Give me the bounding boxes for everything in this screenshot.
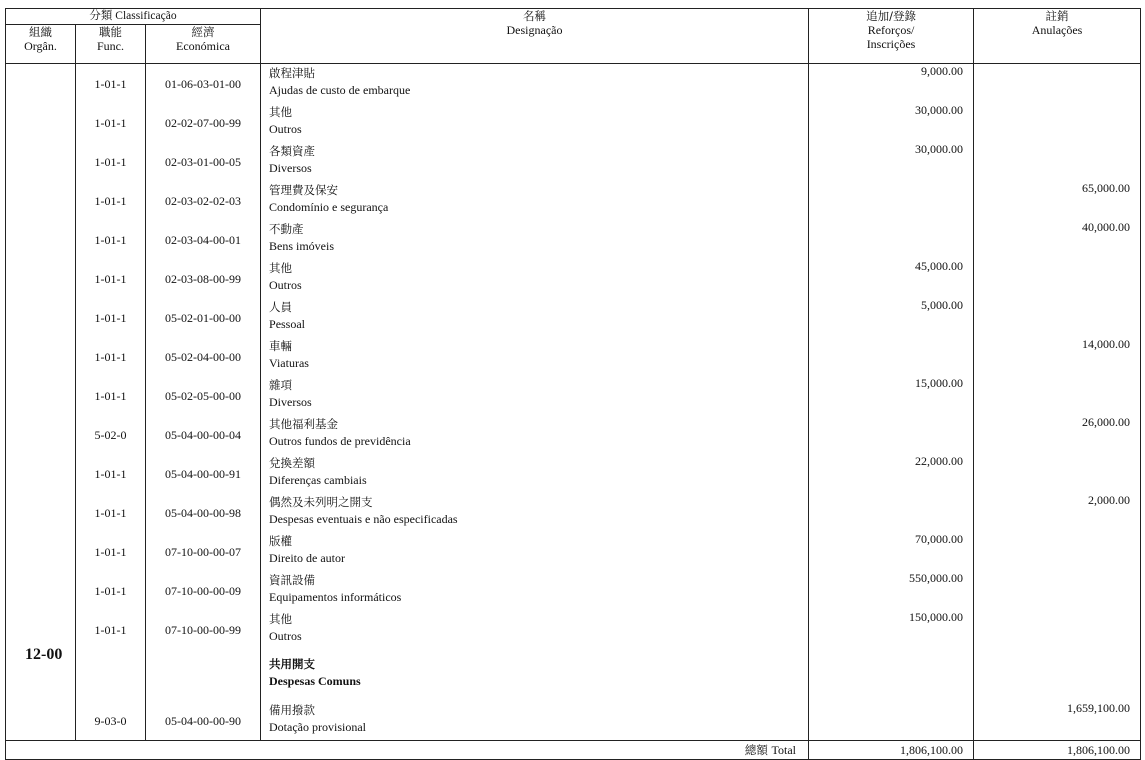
total-reinforcements: 1,806,100.00: [809, 741, 974, 760]
designation-cell: [261, 337, 809, 376]
reinforcements-header: [809, 9, 974, 64]
designation-header: [261, 9, 809, 64]
economic-header-zh: 經濟: [191, 25, 215, 39]
reinforcement-amount: [809, 181, 974, 220]
func-header-pt: Func.: [97, 39, 124, 53]
economic-code: 02-02-07-00-99: [146, 103, 261, 142]
designation-cell: [261, 220, 809, 259]
organ-cell: [6, 64, 76, 741]
designation-cell: [261, 532, 809, 571]
reinforcements-header-pt2: Inscrições: [866, 37, 916, 51]
designation-zh: 版權: [269, 534, 293, 548]
designation-cell: [261, 649, 809, 701]
designation-zh: 啟程津貼: [269, 66, 316, 80]
economic-code: 01-06-03-01-00: [146, 64, 261, 104]
table-row: [6, 298, 1141, 337]
designation-zh: 兌換差額: [269, 456, 316, 470]
cancellation-amount: [974, 142, 1141, 181]
table-row: [6, 181, 1141, 220]
func-code: 1-01-1: [76, 532, 146, 571]
table-row: [6, 376, 1141, 415]
total-label-pt: Total: [771, 743, 797, 757]
cancellation-amount: [974, 610, 1141, 649]
reinforcement-amount: 22,000.00: [809, 454, 974, 493]
func-code: 1-01-1: [76, 142, 146, 181]
reinforcement-amount: 5,000.00: [809, 298, 974, 337]
economic-code: 02-03-01-00-05: [146, 142, 261, 181]
table-row: [6, 337, 1141, 376]
table-row: [6, 415, 1141, 454]
cancellation-amount: [974, 571, 1141, 610]
cancellation-amount: 26,000.00: [974, 415, 1141, 454]
func-code: 5-02-0: [76, 415, 146, 454]
designation-cell: [261, 571, 809, 610]
group-row: [6, 649, 1141, 701]
cancellations-header: [974, 9, 1141, 64]
designation-pt: Outros fundos de previdência: [269, 434, 411, 448]
economic-header: [146, 25, 261, 64]
designation-zh: 其他: [269, 261, 293, 275]
table-row: [6, 64, 1141, 104]
reinforcement-amount: [809, 649, 974, 701]
designation-pt: Outros: [269, 278, 302, 292]
designation-pt: Bens imóveis: [269, 239, 335, 253]
cancellation-amount: 40,000.00: [974, 220, 1141, 259]
designation-pt: Condomínio e segurança: [269, 200, 389, 214]
designation-cell: [261, 493, 809, 532]
table-row: [6, 571, 1141, 610]
designation-cell: [261, 376, 809, 415]
cancellation-amount: 14,000.00: [974, 337, 1141, 376]
designation-pt: Pessoal: [269, 317, 306, 331]
designation-pt: Outros: [269, 629, 302, 643]
cancellation-amount: 1,659,100.00: [974, 701, 1141, 741]
designation-pt: Despesas eventuais e não especificadas: [269, 512, 458, 526]
reinforcement-amount: [809, 493, 974, 532]
economic-code: 05-02-05-00-00: [146, 376, 261, 415]
designation-pt: Dotação provisional: [269, 720, 366, 734]
func-header: [76, 25, 146, 64]
designation-zh: 其他: [269, 105, 293, 119]
table-row: [6, 142, 1141, 181]
economic-code: [146, 649, 261, 701]
reinforcement-amount: 9,000.00: [809, 64, 974, 104]
func-code: 1-01-1: [76, 259, 146, 298]
func-code: 1-01-1: [76, 337, 146, 376]
cancellation-amount: 65,000.00: [974, 181, 1141, 220]
table-row: [6, 454, 1141, 493]
cancellation-amount: [974, 649, 1141, 701]
cancellation-amount: [974, 454, 1141, 493]
economic-code: 07-10-00-00-99: [146, 610, 261, 649]
designation-cell: [261, 103, 809, 142]
func-code: 1-01-1: [76, 493, 146, 532]
organ-header-zh: 組織: [29, 25, 52, 39]
economic-code: 02-03-08-00-99: [146, 259, 261, 298]
designation-pt: Despesas Comuns: [269, 674, 361, 688]
economic-code: 05-04-00-00-90: [146, 701, 261, 741]
reinforcement-amount: [809, 415, 974, 454]
designation-cell: [261, 298, 809, 337]
reinforcement-amount: [809, 220, 974, 259]
budget-table: [5, 8, 1141, 760]
table-row: [6, 220, 1141, 259]
total-row: [6, 741, 1141, 760]
reinforcement-amount: 45,000.00: [809, 259, 974, 298]
cancellation-amount: [974, 532, 1141, 571]
economic-code: 07-10-00-00-09: [146, 571, 261, 610]
table-row: [6, 701, 1141, 741]
designation-header-pt: Designação: [506, 23, 563, 37]
designation-zh: 共用開支: [269, 657, 316, 671]
cancellation-amount: [974, 298, 1141, 337]
designation-cell: [261, 610, 809, 649]
economic-code: 07-10-00-00-07: [146, 532, 261, 571]
designation-zh: 車輛: [269, 339, 293, 353]
designation-zh: 管理費及保安: [269, 183, 339, 197]
func-code: 1-01-1: [76, 610, 146, 649]
designation-cell: [261, 454, 809, 493]
organ-header: [6, 25, 76, 64]
cancellations-header-zh: 註銷: [1045, 9, 1069, 23]
designation-cell: [261, 259, 809, 298]
designation-cell: [261, 142, 809, 181]
economic-code: 05-04-00-00-04: [146, 415, 261, 454]
reinforcement-amount: 150,000.00: [809, 610, 974, 649]
designation-pt: Ajudas de custo de embarque: [269, 83, 411, 97]
economic-code: 05-02-01-00-00: [146, 298, 261, 337]
designation-zh: 不動產: [269, 222, 304, 236]
designation-header-zh: 名稱: [523, 9, 547, 23]
func-code: 9-03-0: [76, 701, 146, 741]
cancellation-amount: [974, 259, 1141, 298]
designation-cell: [261, 181, 809, 220]
designation-pt: Outros: [269, 122, 302, 136]
reinforcement-amount: [809, 701, 974, 741]
cancellations-header-pt: Anulações: [1031, 23, 1083, 37]
designation-zh: 人員: [269, 300, 293, 314]
classification-header: 分類 Classificação: [6, 9, 261, 25]
table-row: [6, 493, 1141, 532]
economic-code: 02-03-02-02-03: [146, 181, 261, 220]
designation-pt: Diferenças cambiais: [269, 473, 367, 487]
reinforcements-header-pt1: Reforços/: [867, 23, 915, 37]
economic-code: 05-04-00-00-91: [146, 454, 261, 493]
designation-pt: Viaturas: [269, 356, 309, 370]
table-row: [6, 532, 1141, 571]
reinforcement-amount: [809, 337, 974, 376]
designation-zh: 各類資產: [269, 144, 316, 158]
func-code: 1-01-1: [76, 298, 146, 337]
func-code: 1-01-1: [76, 181, 146, 220]
func-code: 1-01-1: [76, 376, 146, 415]
func-code: 1-01-1: [76, 454, 146, 493]
designation-cell: [261, 64, 809, 104]
designation-pt: Diversos: [269, 395, 312, 409]
func-code: 1-01-1: [76, 103, 146, 142]
reinforcements-header-zh: 追加/登錄: [866, 9, 916, 23]
designation-cell: [261, 415, 809, 454]
total-cancellations: 1,806,100.00: [974, 741, 1141, 760]
cancellation-amount: [974, 376, 1141, 415]
func-code: 1-01-1: [76, 571, 146, 610]
func-code: 1-01-1: [76, 220, 146, 259]
reinforcement-amount: 70,000.00: [809, 532, 974, 571]
reinforcement-amount: 550,000.00: [809, 571, 974, 610]
economic-code: 02-03-04-00-01: [146, 220, 261, 259]
designation-zh: 偶然及未列明之開支: [269, 495, 373, 509]
cancellation-amount: 2,000.00: [974, 493, 1141, 532]
designation-zh: 其他: [269, 612, 293, 626]
reinforcement-amount: 15,000.00: [809, 376, 974, 415]
total-label-zh: 總額: [744, 743, 768, 757]
designation-pt: Equipamentos informáticos: [269, 590, 402, 604]
cancellation-amount: [974, 64, 1141, 104]
designation-pt: Diversos: [269, 161, 312, 175]
designation-zh: 其他福利基金: [269, 417, 339, 431]
organ-header-pt: Orgân.: [24, 39, 57, 53]
organ-code: 12-00: [25, 646, 63, 663]
designation-pt: Direito de autor: [269, 551, 345, 565]
economic-header-pt: Económica: [176, 39, 230, 53]
reinforcement-amount: 30,000.00: [809, 103, 974, 142]
total-label: [6, 741, 809, 760]
table-row: [6, 259, 1141, 298]
func-code: [76, 649, 146, 701]
func-header-zh: 職能: [99, 25, 122, 39]
designation-zh: 資訊設備: [269, 573, 316, 587]
designation-cell: [261, 701, 809, 741]
func-code: 1-01-1: [76, 64, 146, 104]
designation-zh: 雜項: [269, 378, 293, 392]
designation-zh: 備用撥款: [269, 703, 316, 717]
table-row: [6, 103, 1141, 142]
cancellation-amount: [974, 103, 1141, 142]
table-row: [6, 610, 1141, 649]
reinforcement-amount: 30,000.00: [809, 142, 974, 181]
economic-code: 05-04-00-00-98: [146, 493, 261, 532]
economic-code: 05-02-04-00-00: [146, 337, 261, 376]
